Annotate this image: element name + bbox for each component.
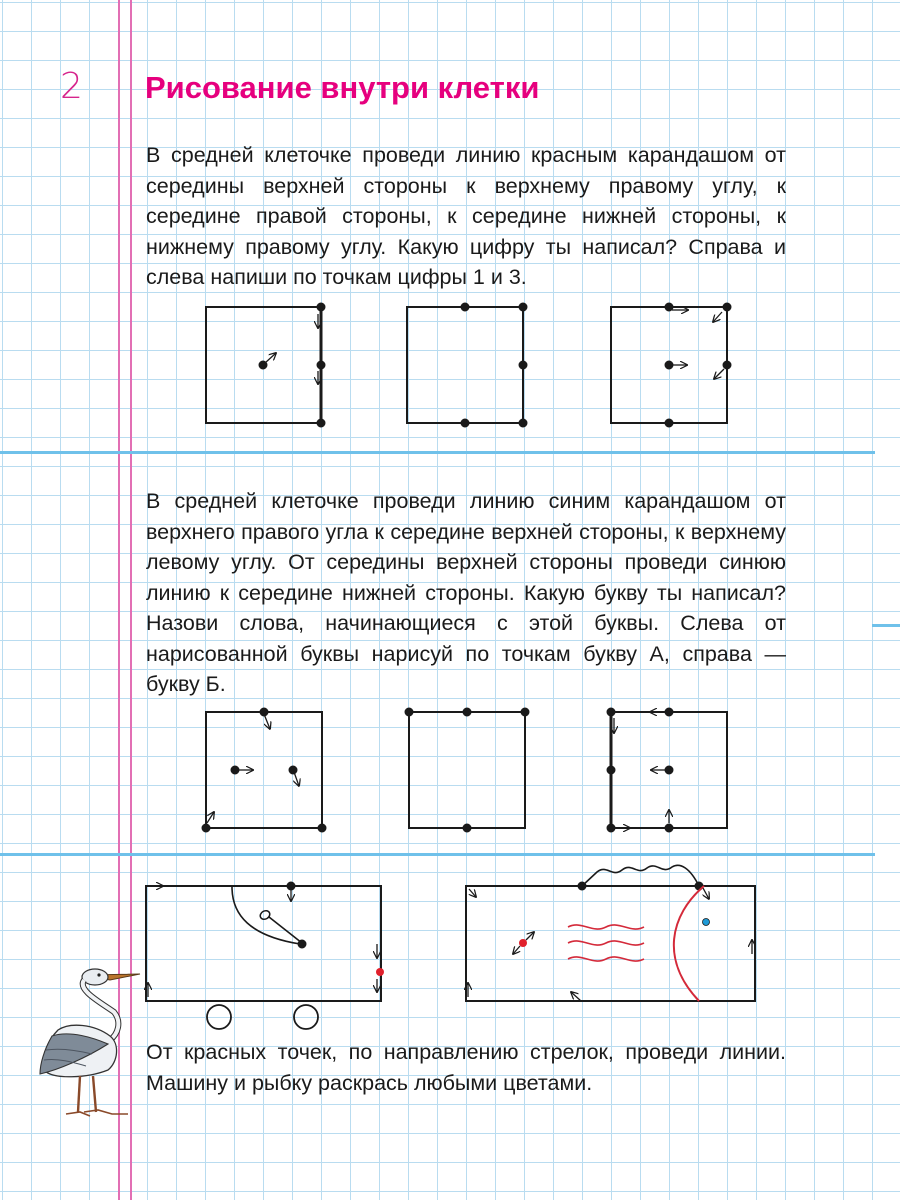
fish-figure[interactable] bbox=[466, 865, 755, 1001]
task-1-text: В средней клеточке проведи линию красным карандашом от середины верхней стороны к верхнему правому углу, к середине правой стороны, к середине нижней стороны, к нижнему правому углу. Какую цифру ты написал? Справа и слева напиши по точкам цифры 1 и 3. bbox=[146, 143, 786, 289]
cell-digit-1[interactable] bbox=[206, 304, 325, 427]
car-wheel-right bbox=[294, 1005, 318, 1029]
digit-cell-row bbox=[206, 304, 731, 427]
fish-start-dot bbox=[519, 939, 527, 947]
cell-digit-3[interactable] bbox=[611, 304, 731, 427]
task-3-text: От красных точек, по направлению стрелок, проведи линии. Машину и рыбку раскрась любыми цветами. bbox=[146, 1040, 786, 1095]
fish-tail-curve bbox=[674, 886, 704, 1001]
car-figure[interactable] bbox=[146, 883, 384, 1030]
fish-eye-dot bbox=[703, 919, 710, 926]
cell-digit-middle[interactable] bbox=[407, 304, 527, 427]
page-title: Рисование внутри клетки bbox=[145, 70, 540, 105]
car-wheel-left bbox=[207, 1005, 231, 1029]
cell-letter-middle[interactable] bbox=[406, 709, 529, 832]
letter-cell-row bbox=[203, 709, 728, 832]
page-number: 2 bbox=[60, 66, 83, 107]
cell-letter-b[interactable] bbox=[608, 709, 728, 832]
heron-illustration bbox=[40, 969, 140, 1116]
task-2-text: В средней клеточке проведи линию синим карандашом от верхнего правого угла к середине верхней стороны, к верхнему левому углу. От середины верхней стороны проведи синюю линию к середине нижней стороны. Какую букву ты написал? Назови слова, начинающиеся с этой буквы. Слева от нарисованной буквы нарисуй по точкам букву А, справа — букву Б. bbox=[146, 489, 786, 696]
car-start-dot bbox=[376, 968, 384, 976]
cell-letter-a[interactable] bbox=[203, 709, 326, 832]
